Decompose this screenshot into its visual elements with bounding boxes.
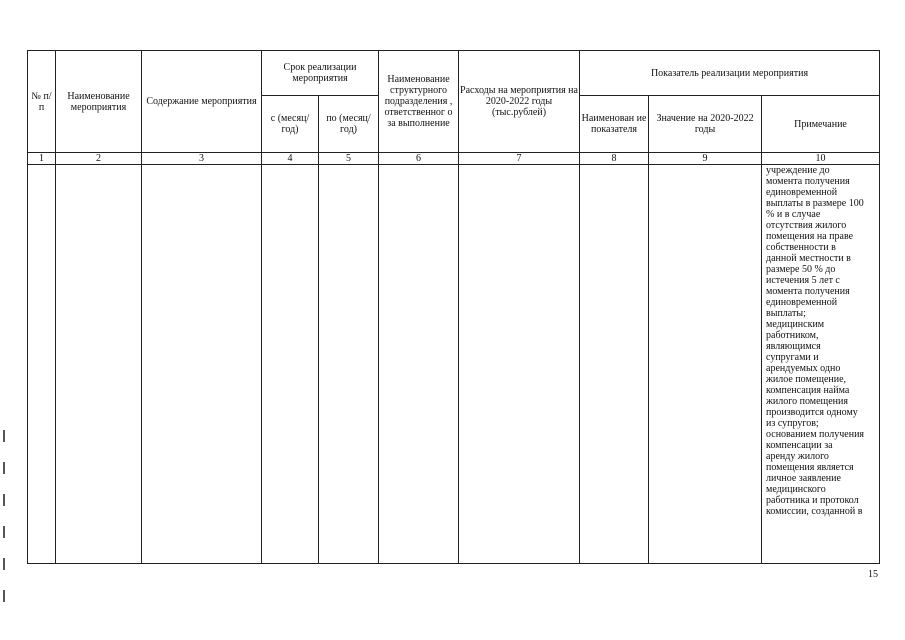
header-costs: Расходы на мероприятия на 2020-2022 годы (тыс.рублей) xyxy=(459,51,580,153)
table-cell xyxy=(319,165,379,564)
remark-line: % и в случае xyxy=(766,209,821,220)
remark-line: из супругов; xyxy=(766,418,819,429)
table-cell xyxy=(580,165,649,564)
remark-line: работника и протокол xyxy=(766,495,859,506)
table-cell xyxy=(649,165,762,564)
header-unit: Наименование структурного подразделения , ответственног о за выполнение xyxy=(379,51,459,153)
table-cell xyxy=(142,165,262,564)
header-name: Наименование мероприятия xyxy=(56,51,142,153)
header-from: с (месяц/ год) xyxy=(262,96,319,153)
remark-line: размере 50 % до xyxy=(766,264,836,275)
header-indicator-name: Наименован ие показателя xyxy=(580,96,649,153)
remark-line: компенсации за xyxy=(766,440,833,451)
page-number: 15 xyxy=(868,569,878,580)
remark-line: жилое помещение, xyxy=(766,374,847,385)
table-cell xyxy=(379,165,459,564)
remark-line: выплаты в размере 100 xyxy=(766,198,864,209)
remark-line: выплаты; xyxy=(766,308,806,319)
remark-text xyxy=(766,165,877,517)
remark-line: личное заявление xyxy=(766,473,841,484)
remark-line: помещения является xyxy=(766,462,854,473)
header-indicator-group: Показатель реализации мероприятия xyxy=(580,51,880,96)
scan-mark xyxy=(3,430,5,442)
remark-line: собственности в xyxy=(766,242,836,253)
remark-line: аренду жилого xyxy=(766,451,829,462)
column-number: 1 xyxy=(28,153,56,165)
activities-table xyxy=(27,50,880,564)
column-number: 8 xyxy=(580,153,649,165)
remark-line: арендуемых одно xyxy=(766,363,841,374)
remark-line: жилого помещения xyxy=(766,396,848,407)
remark-line: компенсация найма xyxy=(766,385,850,396)
remark-line: единовременной xyxy=(766,187,838,198)
scan-mark xyxy=(3,526,5,538)
remark-cell xyxy=(762,165,880,564)
remark-line: отсутствия жилого xyxy=(766,220,847,231)
remark-line: комиссии, созданной в xyxy=(766,506,863,517)
table-cell xyxy=(56,165,142,564)
column-number: 4 xyxy=(262,153,319,165)
header-to: по (месяц/ год) xyxy=(319,96,379,153)
column-number: 3 xyxy=(142,153,262,165)
column-number: 9 xyxy=(649,153,762,165)
scan-mark xyxy=(3,494,5,506)
remark-line: работником, xyxy=(766,330,819,341)
remark-line: истечения 5 лет с xyxy=(766,275,840,286)
header-period: Срок реализации мероприятия xyxy=(262,51,379,96)
remark-line: медицинским xyxy=(766,319,825,330)
remark-line: медицинского xyxy=(766,484,826,495)
scan-mark xyxy=(3,558,5,570)
remark-line: единовременной xyxy=(766,297,838,308)
remark-line: являющимся xyxy=(766,341,821,352)
remark-line: основанием получения xyxy=(766,429,865,440)
remark-line: помещения на праве xyxy=(766,231,854,242)
column-number: 7 xyxy=(459,153,580,165)
header-indicator-value: Значение на 2020-2022 годы xyxy=(649,96,762,153)
remark-line: данной местности в xyxy=(766,253,851,264)
remark-line: момента получения xyxy=(766,286,850,297)
remark-line: супругами и xyxy=(766,352,819,363)
remark-line: момента получения xyxy=(766,176,850,187)
table-cell xyxy=(459,165,580,564)
scan-mark xyxy=(3,590,5,602)
remark-line: производится одному xyxy=(766,407,858,418)
column-number: 10 xyxy=(762,153,880,165)
column-number: 5 xyxy=(319,153,379,165)
remark-line: учреждение до xyxy=(766,165,830,176)
scan-mark xyxy=(3,462,5,474)
column-number: 6 xyxy=(379,153,459,165)
table-cell xyxy=(262,165,319,564)
column-number: 2 xyxy=(56,153,142,165)
table-cell xyxy=(28,165,56,564)
header-remark: Примечание xyxy=(762,96,880,153)
header-content: Содержание мероприятия xyxy=(142,51,262,153)
header-num: № п/п xyxy=(28,51,56,153)
